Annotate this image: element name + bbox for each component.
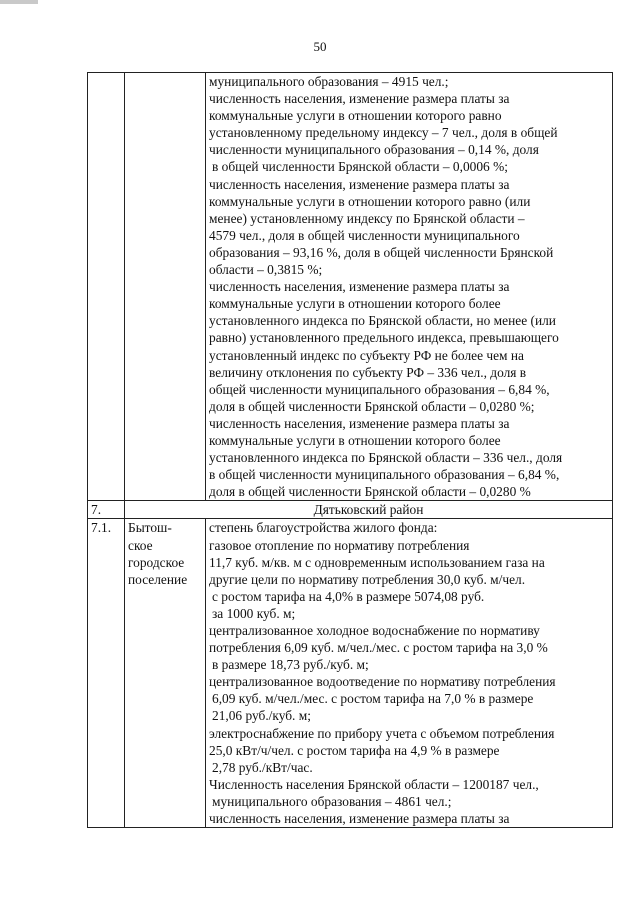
table-row-section [88,501,613,519]
row-number-cell: 7.1. [88,519,125,828]
text-line: численности муниципального образования – 0,14 %, доля [209,142,539,158]
text-line: области – 0,3815 %; [209,262,323,278]
table-row-municipality [88,519,613,828]
text-line: численность населения, изменение размера платы за [209,279,510,295]
row-number-cell: 7. [88,501,125,519]
municipality-name-cell [125,73,206,501]
text-line: газовое отопление по нормативу потребления [209,537,470,553]
scan-edge-mark [0,0,38,4]
text-line: коммунальные услуги в отношении которого равно [209,108,502,124]
description-cell [206,73,613,501]
text-line: Численность населения Брянской области – 1200187 чел., [209,776,539,792]
text-line: установленного индекса по Брянской области, но менее (или [209,313,556,329]
section-title: Дятьковский район [125,501,613,519]
text-line: Бытош- [128,520,172,536]
text-line: численность населения, изменение размера платы за [209,415,510,431]
text-line: централизованное водоотведение по нормативу потребления [209,674,556,690]
text-line: в общей численности Брянской области – 0,0006 %; [212,159,508,175]
text-line: 4579 чел., доля в общей численности муниципального [209,227,520,243]
text-line: установленный индекс по субъекту РФ не более чем на [209,347,524,363]
text-line: коммунальные услуги в отношении которого равно (или [209,193,531,209]
text-line: за 1000 куб. м; [212,605,296,621]
text-line: численность населения, изменение размера платы за [209,811,510,827]
text-line: 6,09 куб. м/чел./мес. с ростом тарифа на 7,0 % в размере [212,691,534,707]
text-line: городское [128,554,185,570]
text-line: в размере 18,73 руб./куб. м; [212,657,369,673]
text-line: с ростом тарифа на 4,0% в размере 5074,08 руб. [212,588,485,604]
text-line: 25,0 кВт/ч/чел. с ростом тарифа на 4,9 % в размере [209,742,500,758]
text-line: в общей численности муниципального образования – 6,84 %, [209,467,560,483]
text-line: общей численности муниципального образования – 6,84 %, [209,381,550,397]
text-line: централизованное холодное водоснабжение по нормативу [209,623,540,638]
text-line: установленного индекса по Брянской области – 336 чел., доля [209,450,563,466]
text-line: равно) установленного предельного индекса, превышающего [209,330,559,346]
description-cell [206,519,613,828]
text-line: 21,06 руб./куб. м; [212,708,311,724]
text-line: образования – 93,16 %, доля в общей численности Брянской [209,244,554,260]
text-line: 2,78 руб./кВт/час. [212,759,313,775]
text-line: поселение [128,571,188,587]
text-line: численность населения, изменение размера платы за [209,91,510,107]
text-line: потребления 6,09 куб. м/чел./мес. с ростом тарифа на 3,0 % [209,640,548,656]
tariff-table [87,72,613,828]
text-line: величину отклонения по субъекту РФ – 336 чел., доля в [209,364,527,380]
text-line: ское [128,537,153,553]
text-line: численность населения, изменение размера платы за [209,176,510,192]
text-line: муниципального образования – 4915 чел.; [209,74,449,89]
text-line: коммунальные услуги в отношении которого более [209,432,501,448]
table-row-continuation [88,73,613,501]
text-line: муниципального образования – 4861 чел.; [212,793,452,809]
text-line: доля в общей численности Брянской области – 0,0280 % [209,484,531,500]
text-line: 11,7 куб. м/кв. м с одновременным использованием газа на [209,554,545,570]
text-line: менее) установленному индексу по Брянской области – [209,210,525,226]
text-line: коммунальные услуги в отношении которого более [209,296,501,312]
page-number: 50 [313,39,327,54]
row-number-cell [88,73,125,501]
text-line: установленному предельному индексу – 7 чел., доля в общей [209,125,558,141]
municipality-name-cell [125,519,206,828]
text-line: другие цели по нормативу потребления 30,0 куб. м/чел. [209,571,526,587]
text-line: доля в общей численности Брянской области – 0,0280 %; [209,398,535,414]
text-line: степень благоустройства жилого фонда: [209,520,438,536]
text-line: электроснабжение по прибору учета с объемом потребления [209,725,555,741]
